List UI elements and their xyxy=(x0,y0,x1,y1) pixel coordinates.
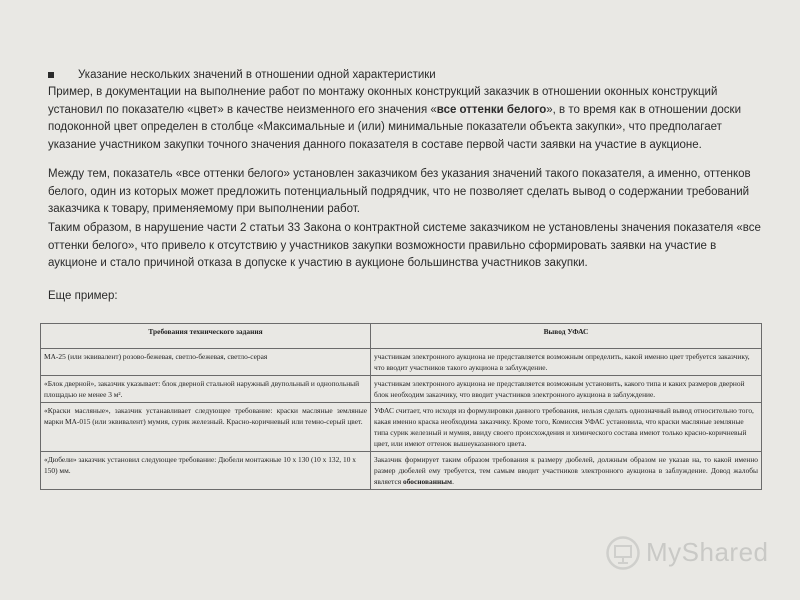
however-paragraph: Между тем, показатель «все оттенки белого» установлен заказчиком без указания значений такого показателя, а именно, оттенков белого, один из которых может предложить потенциальный подрядчик, что не позволяет сделать вывод о содержании требований заказчика к товару, применяемому при выполнении работ. xyxy=(48,168,751,215)
example-paragraph-part1: Пример, в документации на выполнение работ по монтажу оконных конструкций заказчик в отношении оконных конструкций установил по показателю «цвет» в качестве неизменного его значения « xyxy=(48,86,718,116)
presentation-board-icon xyxy=(606,536,640,570)
table-cell-conclusion xyxy=(371,452,762,490)
conclusion-paragraph: Таким образом, в нарушение части 2 статьи 33 Закона о контрактной системе заказчиком не установлены значения показателя «все оттенки белого», что привело к отсутствию у участников закупки возможности правильно сформировать заявки на участие в аукционе и стало причиной отказа в допуске к участию в аукционе большинства участников закупки. xyxy=(48,222,761,269)
table-header-requirements: Требования технического задания xyxy=(41,324,371,349)
another-example-label: Еще пример: xyxy=(48,290,118,302)
example-paragraph-bold: все оттенки белого xyxy=(436,103,547,116)
square-bullet-icon xyxy=(48,72,54,78)
table-cell-conclusion: участникам электронного аукциона не представляется возможным установить, какого типа и каких размеров дверной блок необходим заказчику, что вводит участников электронного аукциона в заблуждение. xyxy=(371,376,762,403)
logo-text: MyShared xyxy=(646,537,769,567)
table-cell-requirement: МА-25 (или эквивалент) розово-бежевая, светло-бежевая, светло-серая xyxy=(41,349,371,376)
table-cell-requirement: «Блок дверной», заказчик указывает: блок дверной стальной наружный двупольный и однопольный площадью не менее 3 м². xyxy=(41,376,371,403)
table-cell-conclusion-text: Заказчик формирует таким образом требования к размеру дюбелей, должным образом не указав на, то какой именно размер дюбелей ему требуется, тем самым вводит участников электронного аукциона в заблуждение. Довод жалобы является xyxy=(374,455,758,486)
bullet-heading-text: Указание нескольких значений в отношении одной характеристики xyxy=(78,69,436,81)
table-header-row xyxy=(41,324,762,349)
table-cell-requirement: «Краски масляные», заказчик устанавливает следующее требование: краски масляные земляные марки МА-015 (или эквивалент) мумия, сурик железный. Красно-коричневый или темно-серый цвет. xyxy=(41,403,371,452)
example-paragraph xyxy=(48,84,768,154)
table-row xyxy=(41,376,762,403)
table-cell-conclusion: УФАС считает, что исходя из формулировки данного требования, нельзя сделать однозначный вывод относительно того, какая именно краска необходима заказчику. Кроме того, Комиссия УФАС установила, что краски масляные земляные типа сурик железный и мумия, ввиду своего происхождения и химического состава имеют только красно-коричневый цвет, или имеют оттенок вышеуказанного цвета. xyxy=(371,403,762,452)
table-cell-conclusion-bold: обоснованным xyxy=(403,477,453,486)
table-row xyxy=(41,403,762,452)
myshared-logo xyxy=(606,534,776,574)
bullet-heading xyxy=(48,68,768,83)
table-cell-requirement: «Дюбели» заказчик установил следующее требование: Дюбели монтажные 10 х 130 (10 х 132, 10 х 150) мм. xyxy=(41,452,371,490)
table-cell-conclusion-end: . xyxy=(452,477,454,486)
table-header-conclusion: Вывод УФАС xyxy=(371,324,762,349)
requirements-table xyxy=(40,323,762,490)
table-cell-conclusion: участникам электронного аукциона не представляется возможным определить, какой именно цвет требуется заказчику, что вводит участников такого аукциона в заблуждение. xyxy=(371,349,762,376)
example-paragraph-part2: », в то время как в отношении доски подоконной цвет определен в столбце «Максимальные и (или) минимальные показатели объекта закупки», что предполагает указание участником закупки точного значения данного показателя в составе первой части заявки на участие в аукционе. xyxy=(48,103,742,151)
table-row xyxy=(41,349,762,376)
table-row xyxy=(41,452,762,490)
